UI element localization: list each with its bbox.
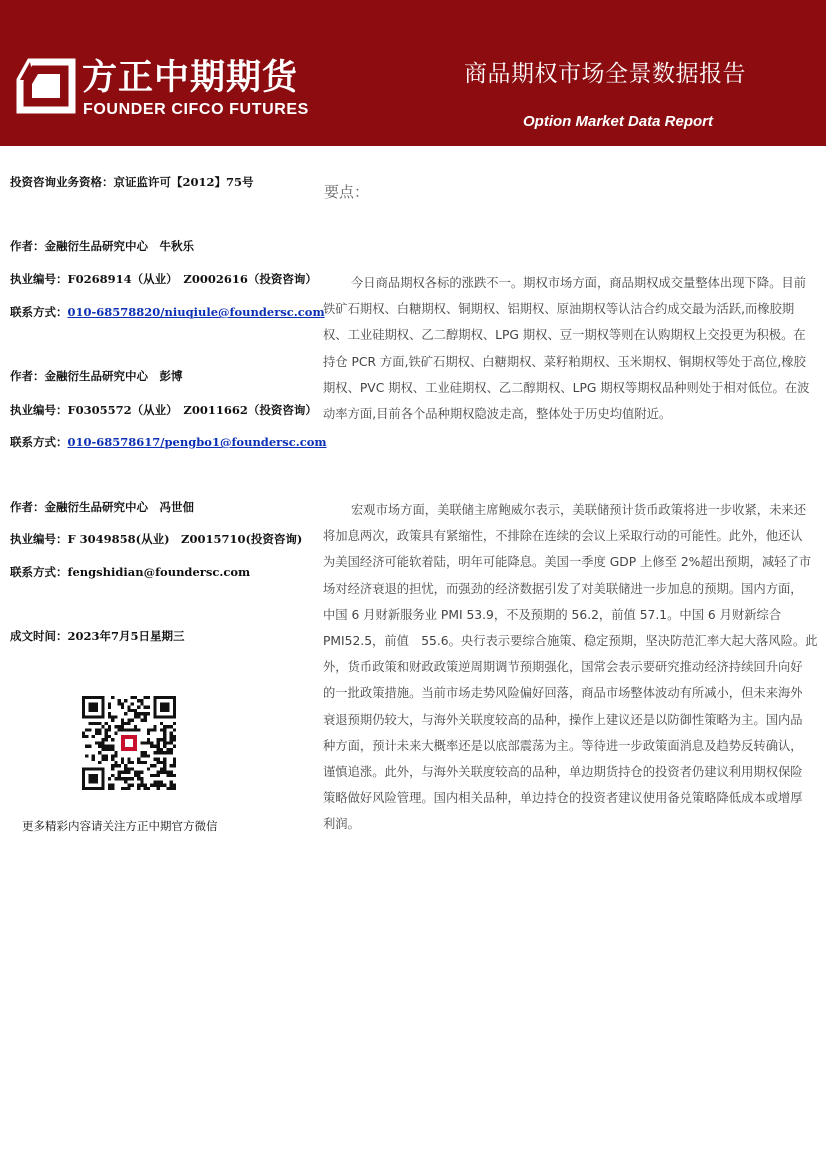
report-date: 成文时间：2023年7月5日星期三 (10, 629, 185, 643)
cert-label: 执业编号： (10, 272, 68, 286)
cert-2 (10, 402, 317, 418)
contact-3 (10, 564, 250, 580)
contact-2 (10, 434, 327, 450)
paragraph-line: 铁矿石期权、白糖期权、铜期权、铝期权、原油期权等认沽合约成交最为活跃,而橡胶期 (323, 302, 795, 317)
report-subtitle: Option Market Data Report (523, 113, 714, 130)
logo-english-name: FOUNDER CIFCO FUTURES (83, 101, 309, 118)
paragraph-line: 为美国经济可能软着陆，明年可能降息。美国一季度 GDP 上修至 2%超出预期，减轻了市 (323, 555, 812, 570)
paragraph-line: 期权、PVC 期权、工业硅期权、乙二醇期权、LPG 期权等期权品种则处于相对低位。在波 (323, 380, 810, 395)
paragraph-line: 宏观市场方面，美联储主席鲍威尔表示，美联储预计货币政策将进一步收紧，未来还 (351, 503, 806, 517)
contact-label: 联系方式： (10, 305, 68, 319)
paragraph-macro-outlook (323, 497, 819, 838)
header-banner (0, 0, 826, 146)
paragraph-line: 场对经济衰退的担忧，而强劲的经济数据引发了对美联储进一步加息的预期。国内方面， (323, 581, 803, 596)
author-2: 作者：金融衍生品研究中心 彭博 (10, 369, 183, 383)
paragraph-line: 权、工业硅期权、乙二醇期权、LPG 期权、豆一期权等则在认购期权上交投更为积极。在 (323, 328, 806, 343)
contact-label: 联系方式： (10, 435, 68, 449)
qr-caption: 更多精彩内容请关注方正中期官方微信 (22, 819, 218, 833)
paragraph-line: PMI52.5，前值 55.6。央行表示要综合施策、稳定预期，坚决防范汇率大起大落风险。此 (323, 634, 818, 649)
founder-logo-icon (16, 56, 76, 116)
paragraph-line: 种方面，预计未来大概率还是以底部震荡为主。等待进一步政策面消息及趋势反转确认， (323, 738, 803, 753)
paragraph-market-summary (323, 270, 819, 427)
paragraph-line: 持仓 PCR 方面,铁矿石期权、白糖期权、菜籽粕期权、玉米期权、铜期权等处于高位,橡胶 (323, 354, 806, 369)
contact-link-pengbo[interactable]: 010-68578617/pengbo1@foundersc.com (67, 435, 327, 449)
cert-label: 执业编号： (10, 532, 68, 546)
report-title: 商品期权市场全景数据报告 (464, 61, 746, 87)
paragraph-line: 中国 6 月财新服务业 PMI 53.9，不及预期的 56.2，前值 57.1。中国 6 月财新综合 (323, 607, 782, 622)
cert-number: F0268914（从业） Z0002616（投资咨询） (67, 272, 317, 286)
cert-label: 执业编号： (10, 403, 68, 417)
cert-number: F 3049858(从业) Z0015710(投资咨询) (67, 532, 303, 546)
cert-1 (10, 271, 317, 287)
contact-email-fengshidian: fengshidian@foundersc.com (67, 565, 251, 579)
contact-1 (10, 304, 325, 320)
paragraph-line: 利润。 (323, 817, 360, 832)
contact-label: 联系方式： (10, 565, 68, 579)
paragraph-line: 动率方面,目前各个品种期权隐波走高，整体处于历史均值附近。 (323, 407, 672, 422)
paragraph-line: 的一批政策措施。当前市场走势风险偏好回落，商品市场整体波动有所减小，但未来海外 (323, 686, 803, 701)
paragraph-line: 策略做好风险管理。国内相关品种，单边持仓的投资者建议使用备兑策略降低成本或增厚 (323, 791, 803, 806)
paragraph-line: 将加息两次，政策具有紧缩性，不排除在连续的会议上采取行动的可能性。此外，他还认 (323, 529, 803, 544)
paragraph-line: 谨慎追涨。此外，与海外关联度较高的品种，单边期货持仓的投资者仍建议利用期权保险 (323, 765, 803, 780)
author-1: 作者：金融衍生品研究中心 牛秋乐 (10, 239, 194, 253)
paragraph-line: 衰退预期仍较大，与海外关联度较高的品种，操作上建议还是以防御性策略为主。国内品 (323, 712, 803, 727)
logo-chinese-name: 方正中期期货 (82, 58, 299, 98)
cert-3 (10, 531, 302, 547)
license-info: 投资咨询业务资格：京证监许可【2012】75号 (10, 175, 254, 189)
wechat-qr-code-icon (82, 696, 176, 790)
key-points-heading: 要点： (324, 183, 370, 201)
author-3: 作者：金融衍生品研究中心 冯世佃 (10, 500, 194, 514)
contact-link-niuqiule[interactable]: 010-68578820/niuqiule@foundersc.com (67, 305, 325, 319)
paragraph-line: 今日商品期权各标的涨跌不一。期权市场方面，商品期权成交量整体出现下降。目前 (351, 276, 806, 290)
paragraph-line: 外，货币政策和财政政策逆周期调节预期强化，国常会表示要研究推动经济持续回升向好 (323, 660, 803, 675)
cert-number: F0305572（从业） Z0011662（投资咨询） (67, 403, 317, 417)
